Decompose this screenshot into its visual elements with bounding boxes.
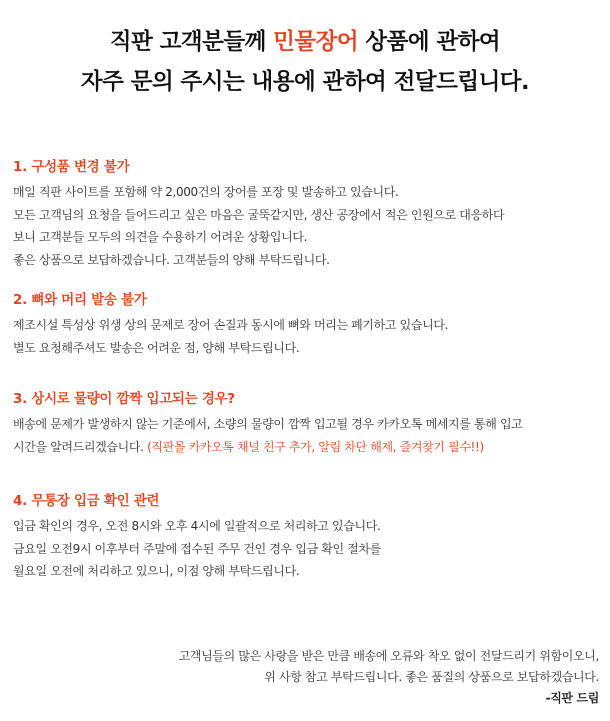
section-heading: 1. 구성품 변경 불가 xyxy=(13,159,130,175)
section-heading: 3. 상시로 물량이 깜짝 입고되는 경우? xyxy=(13,391,235,407)
title-line-1-before: 직판 고객분들께 xyxy=(109,29,274,55)
section-body xyxy=(13,181,603,271)
body-line: 매일 직판 사이트를 포함해 약 2,000건의 장어를 포장 및 발송하고 있습니다. xyxy=(13,185,399,199)
title-line-1 xyxy=(0,22,610,62)
body-line-text: 시간을 알려드리겠습니다. xyxy=(13,439,148,454)
section-heading: 2. 뼈와 머리 발송 불가 xyxy=(13,292,147,308)
closing-line-1: 고객님들의 많은 사랑을 받은 만큼 배송에 오류와 착오 없이 전달드리기 위함이오니, xyxy=(178,649,599,663)
body-line: 금요일 오전9시 이후부터 주말에 접수된 주무 건인 경우 입금 확인 절차를 xyxy=(13,541,381,556)
body-line: 보니 고객분들 모두의 의견을 수용하기 어려운 상황입니다. xyxy=(13,230,308,244)
section-surprise-stock xyxy=(13,389,603,458)
body-line: 별도 요청해주셔도 발송은 어려운 점, 양해 부탁드립니다. xyxy=(13,340,300,355)
title-line-1-after: 상품에 관하여 xyxy=(358,29,501,55)
body-line: 제조시설 특성상 위생 상의 문제로 장어 손질과 동시에 뼈와 머리는 폐기하고 있습니다. xyxy=(13,318,449,332)
body-line: 좋은 상품으로 보답하겠습니다. 고객분들의 양해 부탁드립니다. xyxy=(13,252,330,267)
signature: -직판 드림 xyxy=(545,691,599,705)
body-line: 입금 확인의 경우, 오전 8시와 오후 4시에 일괄적으로 처리하고 있습니다. xyxy=(13,519,381,533)
section-component-change xyxy=(13,157,603,271)
notice-title xyxy=(0,22,610,102)
body-line: 모든 고객님의 요청을 들어드리고 싶은 마음은 굴뚝같지만, 생산 공장에서 적은 인원으로 대응하다 xyxy=(13,207,505,222)
section-body xyxy=(13,413,603,458)
section-bank-deposit xyxy=(13,491,603,583)
title-line-2: 자주 문의 주시는 내용에 관하여 전달드립니다. xyxy=(80,69,530,95)
body-line xyxy=(13,436,603,459)
kakao-channel-notice: (직판몰 카카오톡 채널 친구 추가, 알림 차단 해제, 즐겨찾기 필수!!) xyxy=(147,439,484,454)
section-bones-head xyxy=(13,290,603,359)
section-body xyxy=(13,314,603,359)
body-line: 배송에 문제가 발생하지 않는 기준에서, 소량의 물량이 깜짝 입고될 경우 카카오톡 메세지를 통해 입고 xyxy=(13,417,523,431)
closing-message xyxy=(179,646,599,709)
title-accent-product: 민물장어 xyxy=(273,29,359,55)
closing-line-2: 위 사항 참고 부탁드립니다. 좋은 품질의 상품으로 보답하겠습니다. xyxy=(264,670,599,684)
section-heading: 4. 무통장 입금 확인 관련 xyxy=(13,493,160,509)
body-line: 월요일 오전에 처리하고 있으니, 이점 양해 부탁드립니다. xyxy=(13,564,300,578)
section-body xyxy=(13,515,603,583)
